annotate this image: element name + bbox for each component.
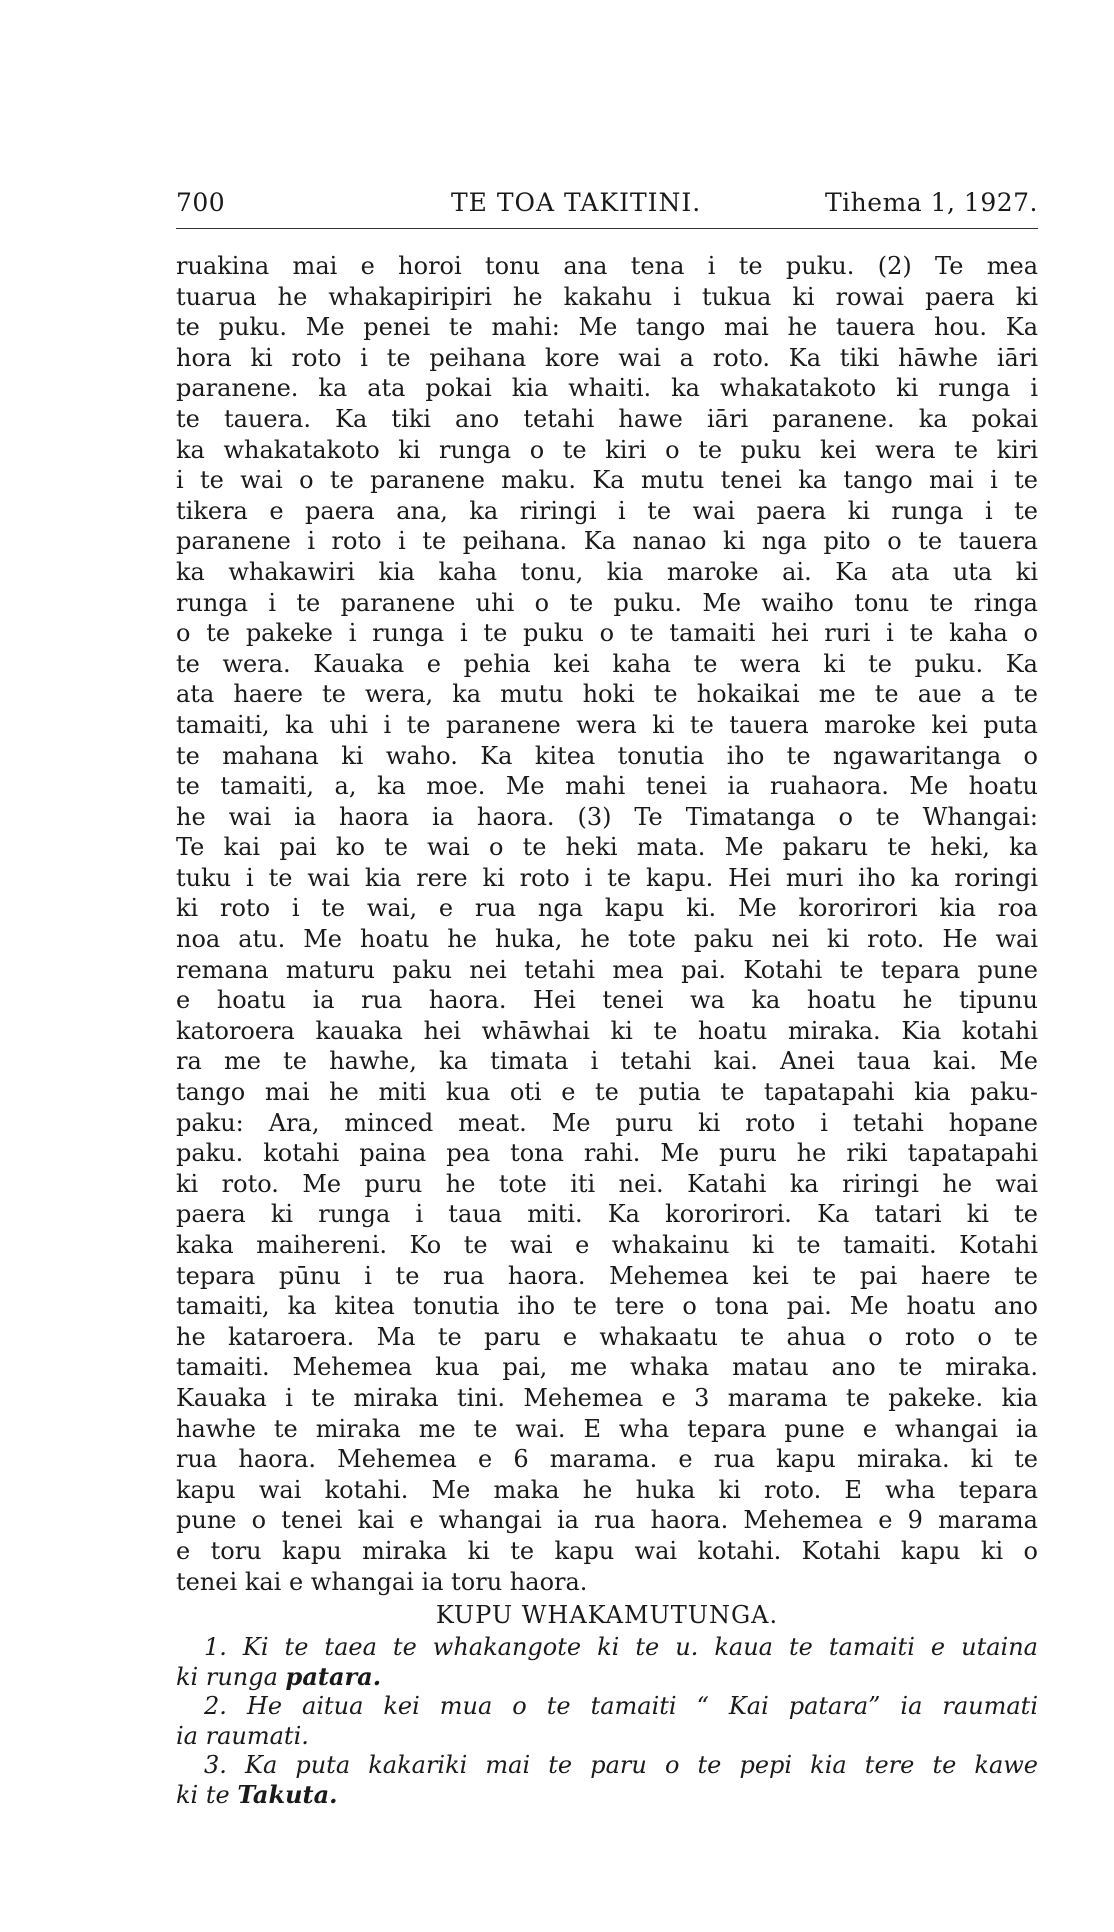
issue-date: Tihema 1, 1927. [825, 188, 1038, 217]
body-line: tuku i te wai kia rere ki roto i te kapu. Hei muri iho ka roringi [176, 863, 1038, 892]
body-line: tenei kai e whangai ia toru haora. [176, 1567, 588, 1596]
body-line: ra me te hawhe, ka timata i tetahi kai. Anei taua kai. Me [176, 1047, 1038, 1076]
body-line: te mahana ki waho. Ka kitea tonutia iho te ngawaritanga o [176, 741, 1038, 770]
body-line: te tauera. Ka tiki ano tetahi hawe iāri paranene. ka pokai [176, 404, 1038, 433]
body-line: te wera. Kauaka e pehia kei kaha te wera ki te puku. Ka [176, 649, 1038, 678]
point-text: ia raumati. [176, 1722, 309, 1751]
body-line: paku. kotahi paina pea tona rahi. Me puru he riki tapatapahi [176, 1139, 1038, 1168]
header-rule [176, 228, 1038, 229]
body-line: noa atu. Me hoatu he huka, he tote paku nei ki roto. He wai [176, 925, 1038, 954]
body-line: paranene. ka ata pokai kia whaiti. ka whakatakoto ki runga i [176, 374, 1038, 403]
page-number: 700 [176, 188, 226, 217]
body-line: tepara pūnu i te rua haora. Mehemea kei te pai haere te [176, 1261, 1038, 1290]
body-line: kaka maihereni. Ko te wai e whakainu ki te tamaiti. Kotahi [176, 1231, 1038, 1259]
point-text: ki runga [176, 1663, 286, 1692]
body-line: hawhe te miraka me te wai. E wha tepara pune e whangai ia [176, 1414, 1038, 1443]
point-line [176, 1721, 1038, 1751]
body-line: paera ki runga i taua miti. Ka kororirori. Ka tatari ki te [176, 1200, 1038, 1229]
body-line: e hoatu ia rua haora. Hei tenei wa ka hoatu he tipunu [176, 986, 1038, 1015]
point-line [176, 1780, 1038, 1810]
body-line: o te pakeke i runga i te puku o te tamaiti hei ruri i te kaha o [176, 619, 1038, 648]
body-line: tamaiti, ka uhi i te paranene wera ki te tauera maroke kei puta [176, 710, 1038, 739]
point-line: 1. Ki te taea te whakangote ki te u. kaua te tamaiti e utaina [204, 1633, 1038, 1662]
point-item [176, 1751, 1038, 1810]
body-line: hora ki roto i te peihana kore wai a roto. Ka tiki hāwhe iāri [176, 343, 1038, 372]
body-line: ata haere te wera, ka mutu hoki te hokaikai me te aue a te [176, 680, 1038, 709]
point-emphasis: patara. [285, 1662, 382, 1692]
body-line: tikera e paera ana, ka riringi i te wai paera ki runga i te [176, 496, 1038, 525]
body-text [176, 251, 1038, 1597]
section-heading: KUPU WHAKAMUTUNGA. [435, 1601, 779, 1630]
body-line: rua haora. Mehemea e 6 marama. e rua kapu miraka. ki te [176, 1445, 1038, 1474]
point-item [176, 1692, 1038, 1751]
body-line: pune o tenei kai e whangai ia rua haora. Mehemea e 9 marama [176, 1506, 1038, 1535]
body-line: e toru kapu miraka ki te kapu wai kotahi. Kotahi kapu ki o [176, 1536, 1038, 1565]
document-page [176, 188, 1038, 1810]
journal-title: TE TOA TAKITINI. [451, 188, 702, 217]
body-line: Kauaka i te miraka tini. Mehemea e 3 marama te pakeke. kia [176, 1383, 1038, 1412]
body-line: tango mai he miti kua oti e te putia te tapatapahi kia paku- [176, 1078, 1038, 1107]
body-line: Te kai pai ko te wai o te heki mata. Me pakaru te heki, ka [176, 833, 1038, 862]
body-line: ki roto. Me puru he tote iti nei. Katahi ka riringi he wai [176, 1169, 1038, 1198]
body-line: he kataroera. Ma te paru e whakaatu te ahua o roto o te [176, 1322, 1038, 1351]
point-line: 3. Ka puta kakariki mai te paru o te pepi kia tere te kawe [204, 1751, 1038, 1780]
body-line: i te wai o te paranene maku. Ka mutu tenei ka tango mai i te [176, 466, 1038, 495]
point-text: ki te [176, 1781, 238, 1810]
point-line [176, 1662, 1038, 1692]
point-emphasis: Takuta. [237, 1780, 338, 1810]
body-line: katoroera kauaka hei whāwhai ki te hoatu miraka. Kia kotahi [176, 1016, 1038, 1045]
body-line: paku: Ara, minced meat. Me puru ki roto i tetahi hopane [176, 1108, 1038, 1137]
body-line: ki roto i te wai, e rua nga kapu ki. Me kororirori kia roa [176, 894, 1038, 923]
body-line: remana maturu paku nei tetahi mea pai. Kotahi te tepara pune [176, 955, 1038, 984]
body-line: tuarua he whakapiripiri he kakahu i tukua ki rowai paera ki [176, 282, 1038, 311]
point-item [176, 1633, 1038, 1692]
body-line: te puku. Me penei te mahi: Me tango mai he tauera hou. Ka [176, 313, 1038, 342]
body-line: paranene i roto i te peihana. Ka nanao ki nga pito o te tauera [176, 527, 1038, 556]
body-line: tamaiti, ka kitea tonutia iho te tere o tona pai. Me hoatu ano [176, 1292, 1038, 1321]
body-line: ka whakatakoto ki runga o te kiri o te puku kei wera te kiri [176, 435, 1038, 464]
body-line: ka whakawiri kia kaha tonu, kia maroke ai. Ka ata uta ki [176, 557, 1038, 586]
running-header [176, 188, 1038, 224]
body-line: he wai ia haora ia haora. (3) Te Timatanga o te Whangai: [176, 802, 1038, 831]
points-list [176, 1633, 1038, 1810]
body-line: ruakina mai e horoi tonu ana tena i te puku. (2) Te mea [176, 252, 1038, 280]
body-line: kapu wai kotahi. Me maka he huka ki roto. E wha tepara [176, 1475, 1038, 1504]
body-line: runga i te paranene uhi o te puku. Me waiho tonu te ringa [176, 588, 1038, 617]
body-line: tamaiti. Mehemea kua pai, me whaka matau ano te miraka. [176, 1353, 1038, 1382]
body-line: te tamaiti, a, ka moe. Me mahi tenei ia ruahaora. Me hoatu [176, 772, 1038, 801]
point-line: 2. He aitua kei mua o te tamaiti “ Kai patara” ia raumati [204, 1692, 1038, 1721]
